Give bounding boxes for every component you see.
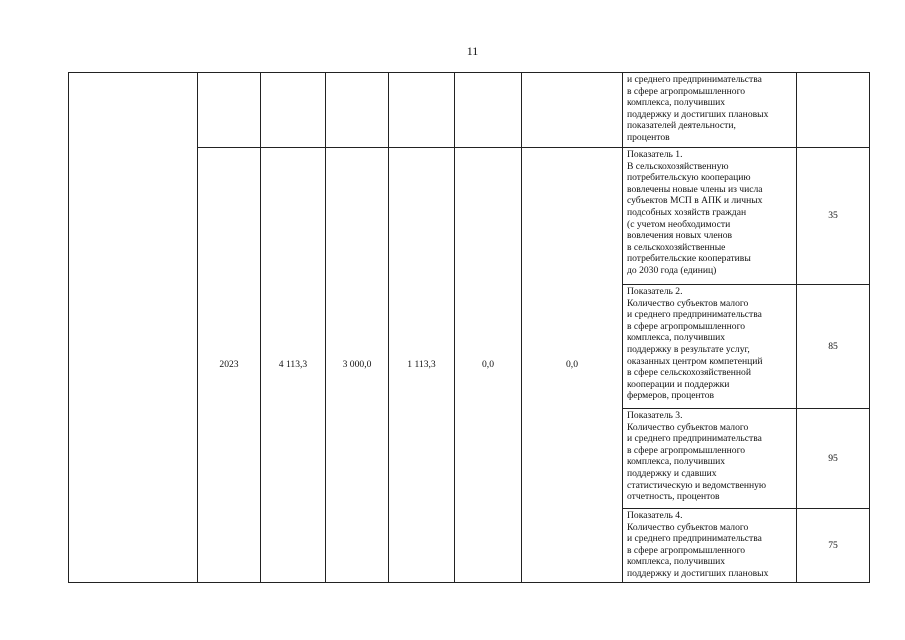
- text-line: вовлечены новые члены из числа: [627, 183, 763, 195]
- text-line: и среднего предпринимательства: [627, 74, 762, 85]
- text-line: и среднего предпринимательства: [627, 309, 762, 321]
- total-amount-cell: 4 113,3: [261, 148, 326, 583]
- indicator-4-text: [623, 509, 797, 583]
- text-line: вовлечения новых членов: [627, 230, 733, 242]
- empty-cell: [455, 73, 522, 148]
- text-line: поддержку и достигших плановых: [627, 567, 769, 579]
- text-line: Показатель 1.: [627, 149, 683, 160]
- amount-cell: 0,0: [455, 148, 522, 583]
- amount-cell: 1 113,3: [389, 148, 455, 583]
- text-line: подсобных хозяйств граждан: [627, 206, 747, 218]
- text-line: комплекса, получивших: [627, 556, 726, 568]
- amount-cell: 0,0: [522, 148, 623, 583]
- text-line: Показатель 3.: [627, 410, 683, 421]
- indicator-2-value: 85: [797, 285, 870, 409]
- text-line: процентов: [627, 131, 670, 143]
- text-line: Показатель 2.: [627, 286, 683, 297]
- year-cell: 2023: [198, 148, 261, 583]
- empty-cell: [261, 73, 326, 148]
- text-line: комплекса, получивших: [627, 456, 726, 468]
- text-line: в сфере агропромышленного: [627, 85, 746, 97]
- indicator-text-continued: [623, 73, 797, 148]
- text-line: (с учетом необходимости: [627, 218, 731, 230]
- empty-cell: [326, 73, 389, 148]
- program-table: [68, 72, 870, 583]
- text-line: потребительскую кооперацию: [627, 172, 751, 184]
- text-line: до 2030 года (единиц): [627, 264, 717, 276]
- page-number: 11: [466, 44, 479, 58]
- text-line: фермеров, процентов: [627, 390, 715, 402]
- text-line: В сельскохозяйственную: [627, 160, 729, 172]
- text-line: в сфере агропромышленного: [627, 320, 746, 332]
- text-line: Показатель 4.: [627, 510, 683, 521]
- text-line: поддержку и сдавших: [627, 467, 717, 479]
- text-line: и среднего предпринимательства: [627, 533, 762, 545]
- text-line: и среднего предпринимательства: [627, 433, 762, 445]
- text-line: комплекса, получивших: [627, 97, 726, 109]
- text-line: отчетность, процентов: [627, 491, 720, 503]
- text-line: в сфере агропромышленного: [627, 544, 746, 556]
- empty-cell: [389, 73, 455, 148]
- text-line: кооперации и поддержки: [627, 378, 730, 390]
- text-line: в сфере сельскохозяйственной: [627, 367, 751, 379]
- empty-cell: [522, 73, 623, 148]
- text-line: в сельскохозяйственные: [627, 241, 726, 253]
- indicator-3-text: [623, 409, 797, 509]
- text-line: статистическую и ведомственную: [627, 479, 767, 491]
- indicator-2-text: [623, 285, 797, 409]
- indicator-1-value: 35: [797, 148, 870, 285]
- text-line: в сфере агропромышленного: [627, 444, 746, 456]
- amount-cell: 3 000,0: [326, 148, 389, 583]
- indicator-4-value: 75: [797, 509, 870, 583]
- table-row: [69, 73, 870, 148]
- text-line: Количество субъектов малого: [627, 297, 749, 309]
- text-line: поддержку и достигших плановых: [627, 108, 769, 120]
- indicator-1-text: [623, 148, 797, 285]
- empty-cell: [198, 73, 261, 148]
- text-line: показателей деятельности,: [627, 120, 736, 132]
- empty-cell: [797, 73, 870, 148]
- text-line: поддержку в результате услуг,: [627, 343, 750, 355]
- text-line: Количество субъектов малого: [627, 421, 749, 433]
- text-line: потребительские кооперативы: [627, 253, 751, 265]
- text-line: оказанных центром компетенций: [627, 355, 763, 367]
- text-line: Количество субъектов малого: [627, 521, 749, 533]
- indicator-3-value: 95: [797, 409, 870, 509]
- text-line: субъектов МСП в АПК и личных: [627, 195, 763, 207]
- text-line: комплекса, получивших: [627, 332, 726, 344]
- empty-cell: [69, 73, 198, 583]
